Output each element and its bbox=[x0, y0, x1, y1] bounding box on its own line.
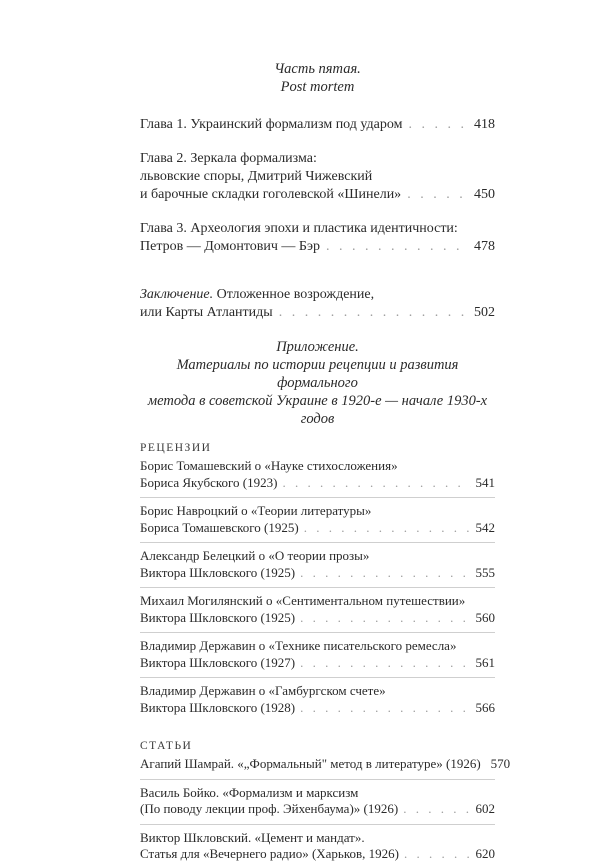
page-number: 418 bbox=[474, 117, 495, 132]
page-number: 478 bbox=[474, 239, 495, 254]
leader-dots bbox=[300, 700, 470, 717]
leader-dots bbox=[326, 238, 468, 256]
article-title-line: Виктор Шкловский. «Цемент и мандат». bbox=[140, 829, 365, 845]
conclusion-title-line: Отложенное возрождение, bbox=[213, 287, 375, 302]
appendix-title: Приложение. bbox=[276, 339, 359, 355]
leader-dots bbox=[407, 186, 468, 204]
toc-page bbox=[140, 60, 511, 867]
review-entry[interactable] bbox=[140, 593, 495, 628]
review-entry[interactable] bbox=[140, 638, 495, 673]
page-number: 566 bbox=[475, 699, 495, 715]
chapter-title-line: Глава 3. Археология эпохи и пластика идентичности: bbox=[140, 221, 458, 236]
part-subtitle: Post mortem bbox=[280, 79, 355, 95]
chapter-title-line: львовские споры, Дмитрий Чижевский bbox=[140, 169, 373, 184]
divider bbox=[140, 779, 495, 780]
conclusion-label: Заключение. bbox=[140, 287, 214, 302]
page-number: 602 bbox=[475, 801, 495, 816]
appendix-subtitle-line: Материалы по истории рецепции и развития формального bbox=[176, 357, 459, 391]
part-heading bbox=[140, 60, 495, 96]
appendix-heading bbox=[140, 338, 495, 428]
page-number: 555 bbox=[475, 564, 495, 580]
toc-entry-chapter-1[interactable] bbox=[140, 116, 495, 134]
review-title-line: Виктора Шкловского (1927) bbox=[140, 654, 296, 670]
section-heading-articles: СТАТЬИ bbox=[140, 740, 193, 752]
page-number: 560 bbox=[475, 609, 495, 625]
page-number: 541 bbox=[475, 474, 495, 490]
review-title-line: Михаил Могилянский о «Сентиментальном путешествии» bbox=[140, 593, 466, 608]
divider bbox=[140, 632, 495, 633]
reviews-list bbox=[140, 458, 495, 718]
toc-entry-conclusion[interactable] bbox=[140, 286, 495, 322]
page-number: 502 bbox=[474, 305, 495, 320]
review-title-line: Бориса Якубского (1923) bbox=[140, 474, 278, 490]
part-title: Часть пятая. bbox=[274, 61, 361, 77]
section-heading-reviews: РЕЦЕНЗИИ bbox=[140, 442, 212, 454]
review-entry[interactable] bbox=[140, 503, 495, 538]
review-title-line: Бориса Томашевского (1925) bbox=[140, 519, 299, 535]
review-entry[interactable] bbox=[140, 683, 495, 718]
articles-list bbox=[140, 756, 511, 865]
article-title-line: Агапий Шамрай. «„Формальный" метод в литературе» (1926) bbox=[140, 756, 481, 771]
divider bbox=[140, 587, 495, 588]
review-title-line: Борис Томашевский о «Науке стихосложения» bbox=[140, 458, 398, 473]
leader-dots bbox=[404, 846, 471, 863]
divider bbox=[140, 824, 495, 825]
leader-dots bbox=[282, 475, 470, 492]
page-number: 570 bbox=[490, 756, 511, 771]
article-entry[interactable] bbox=[140, 756, 511, 775]
review-title-line: Александр Белецкий о «О теории прозы» bbox=[140, 548, 370, 563]
article-entry[interactable] bbox=[140, 830, 495, 865]
divider bbox=[140, 542, 495, 543]
leader-dots bbox=[300, 655, 470, 672]
page-number: 542 bbox=[475, 519, 495, 535]
review-title-line: Виктора Шкловского (1928) bbox=[140, 699, 296, 715]
leader-dots bbox=[300, 565, 470, 582]
article-entry[interactable] bbox=[140, 785, 495, 820]
divider bbox=[140, 497, 495, 498]
toc-entry-chapter-3[interactable] bbox=[140, 220, 495, 256]
chapter-title-line: Петров — Домонтович — Бэр bbox=[140, 239, 320, 254]
article-title-line: (По поводу лекции проф. Эйхенбаума)» (1926) bbox=[140, 801, 399, 816]
page-number: 620 bbox=[475, 846, 495, 861]
article-title-line: Статья для «Вечернего радио» (Харьков, 1926) bbox=[140, 846, 399, 861]
leader-dots bbox=[279, 304, 468, 322]
chapter-title-line: и барочные складки гоголевской «Шинели» bbox=[140, 187, 402, 202]
leader-dots bbox=[300, 610, 470, 627]
review-title-line: Виктора Шкловского (1925) bbox=[140, 609, 296, 625]
appendix-subtitle-line: метода в советской Украине в 1920-е — начале 1930-х годов bbox=[147, 393, 488, 427]
conclusion-title-line: или Карты Атлантиды bbox=[140, 305, 273, 320]
divider bbox=[140, 677, 495, 678]
leader-dots bbox=[304, 520, 471, 537]
page-number: 561 bbox=[475, 654, 495, 670]
review-title-line: Виктора Шкловского (1925) bbox=[140, 564, 296, 580]
review-title-line: Владимир Державин о «Технике писательского ремесла» bbox=[140, 638, 457, 653]
review-title-line: Владимир Державин о «Гамбургском счете» bbox=[140, 683, 386, 698]
page-number: 450 bbox=[474, 187, 495, 202]
chapter-title: Глава 1. Украинский формализм под ударом bbox=[140, 117, 403, 132]
toc-entry-chapter-2[interactable] bbox=[140, 150, 495, 204]
review-entry[interactable] bbox=[140, 548, 495, 583]
article-title-line: Василь Бойко. «Формализм и марксизм bbox=[140, 784, 359, 800]
leader-dots bbox=[403, 801, 470, 818]
review-entry[interactable] bbox=[140, 458, 495, 493]
chapter-title-line: Глава 2. Зеркала формализма: bbox=[140, 151, 317, 166]
leader-dots bbox=[408, 116, 468, 134]
review-title-line: Борис Навроцкий о «Теории литературы» bbox=[140, 503, 372, 518]
